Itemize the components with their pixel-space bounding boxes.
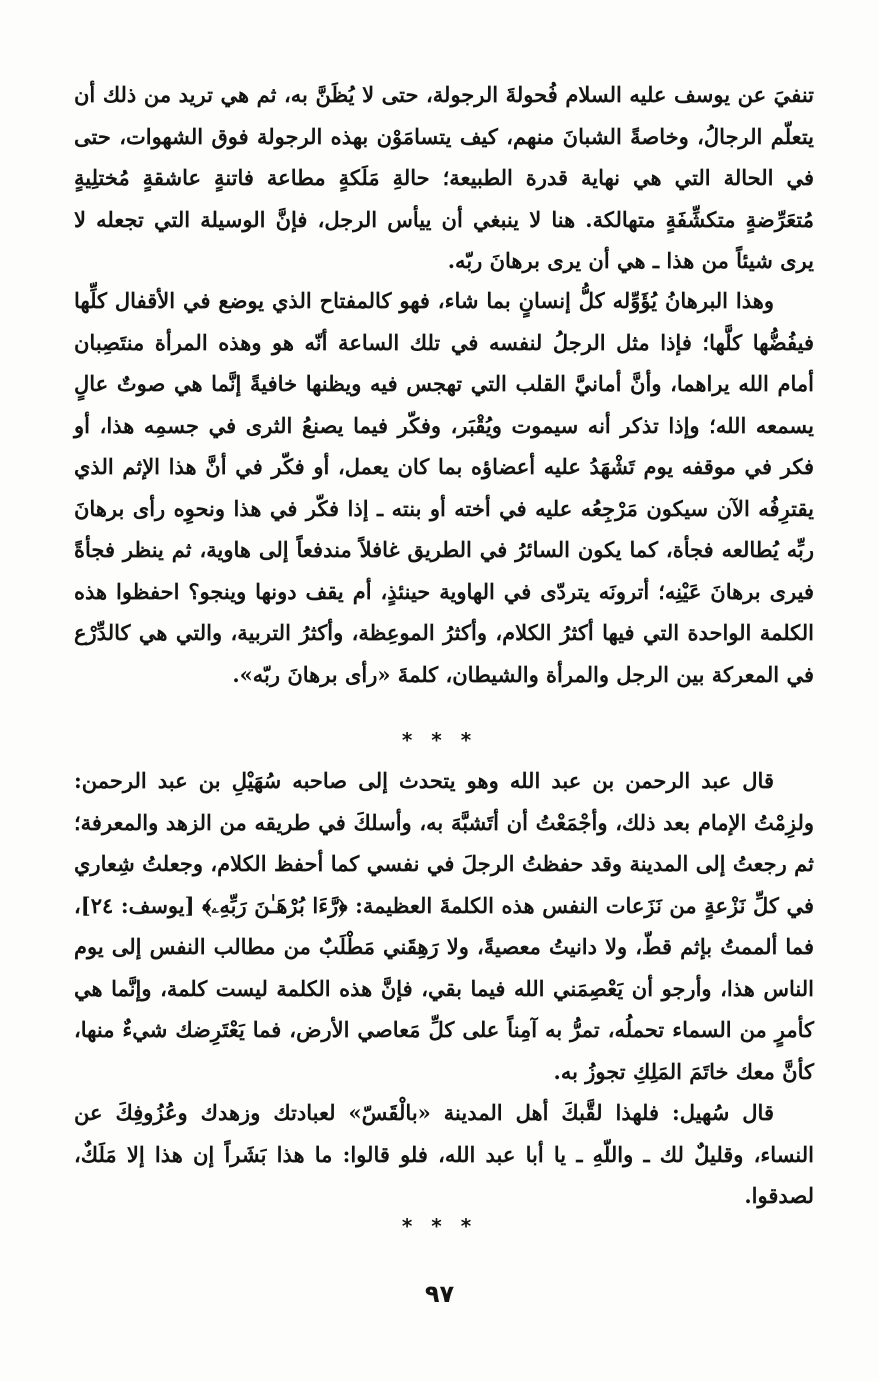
- text-block-3: [74, 760, 814, 1092]
- paragraph-3: قال عبد الرحمن بن عبد الله وهو يتحدث إلى صاحبه سُهَيْلِ بن عبد الرحمن: ولزِمْتُ الإمام بعد ذلك، وأجْمَعْتُ أن أتَشبَّهَ به، وأسلكَ في طريقه من الزهد والمعرفة؛ ثم رجعتُ إلى المدينة وقد حفظتُ الرجلَ في نفسي كما أحفظ الكلام، وجعلتُ شِعاري في كلِّ نَزْعةٍ من نَزَعات النفس هذه الكلمةَ العظيمة: ﴿رَّءَا بُرْهَـٰنَ رَبِّهِۦ﴾ [يوسف: ٢٤]، فما ألممتُ بإثم قطّ، ولا دانيتُ معصيةً، ولا رَهِقَني مَطْلَبٌ من مطالب النفس إلى يوم الناس هذا، وأرجو أن يَعْصِمَني الله فيما بقي، فإنَّ هذه الكلمة ليست كلمة، وإنَّما هي كأمرٍ من السماء تحملُه، تمرُّ به آمِناً على كلِّ مَعاصي الأرض، فما يَعْتَرِضك شيءٌ منها، كأنَّ معك خاتَمَ المَلِكِ تجوزُ به.: [74, 768, 814, 1084]
- page-number: ٩٧: [424, 1280, 455, 1308]
- paragraph-2: وهذا البرهانُ يُؤَوِّله كلُّ إنسانٍ بما شاء، فهو كالمفتاح الذي يوضع في الأقفال كلِّها فيفُضُّها كلَّها؛ فإذا مثل الرجلُ لنفسه في تلك الساعة أنّه هو وهذه المرأة منتَصِبان أمام الله يراهما، وأنَّ أمانيَّ القلب التي تهجس فيه ويظنها خافيةً إنَّما هي صوتٌ عالٍ يسمعه الله؛ وإذا تذكر أنه سيموت ويُقْبَر، وفكّر فيما يصنعُ الثرى في جسمِه هذا، أو فكر في موقفه يوم تَشْهَدُ عليه أعضاؤه بما كان يعمل، أو فكّر في أنَّ هذا الإثم الذي يقترِفُه الآن سيكون مَرْجِعُه عليه في أخته أو بنته ـ إذا فكّر في هذا ونحوِه رأى برهانَ ربِّه يُطالعه فجأة، كما يكون السائرُ في الطريق غافلاً مندفعاً إلى هاوية، ثم ينظر فجأةً فيرى برهانَ عَيْنِه؛ أترونَه يتردّى في الهاوية حينئذٍ، أم يقف دونها وينجو؟ احفظوا هذه الكلمة الواحدة التي فيها أكثرُ الكلام، وأكثرُ الموعِظة، وأكثرُ التربية، والتي هي كالدِّرْع في المعركة بين الرجل والمرأة والشيطان، كلمةَ «رأى برهانَ ربّه».: [74, 288, 814, 687]
- text-block-2: [74, 280, 814, 695]
- section-separator-2: * * *: [401, 1214, 478, 1238]
- section-separator-1: * * *: [401, 728, 478, 752]
- paragraph-1: تنفيَ عن يوسف عليه السلام فُحولةَ الرجولة، حتى لا يُظَنَّ به، ثم هي تريد من ذلك أن يتعلّم الرجالُ، وخاصةً الشبانَ منهم، كيف يتسامَوْن بهذه الرجولة فوق الشهوات، حتى في الحالة التي هي نهاية قدرة الطبيعة؛ حالةِ مَلَكةٍ مطاعة فاتنةٍ عاشقةٍ مُختلِيةٍ مُتعَرِّضةٍ متكشِّفَةٍ متهالكة. هنا لا ينبغي أن ييأس الرجل، فإنَّ الوسيلة التي تجعله لا يرى شيئاً من هذا ـ هي أن يرى برهانَ ربّه.: [74, 82, 814, 273]
- paragraph-4: قال سُهيل: فلهذا لقَّبكَ أهل المدينة «بالْقَسّ» لعبادتك وزهدك وعُزُوفِكَ عن النساء، وقليلٌ لك ـ واللّهِ ـ يا أبا عبد الله، فلو قالوا: ما هذا بَشَراً إن هذا إلا مَلَكٌ، لصدقوا.: [74, 1100, 814, 1208]
- text-block-1: [74, 74, 814, 282]
- text-block-4: [74, 1092, 814, 1217]
